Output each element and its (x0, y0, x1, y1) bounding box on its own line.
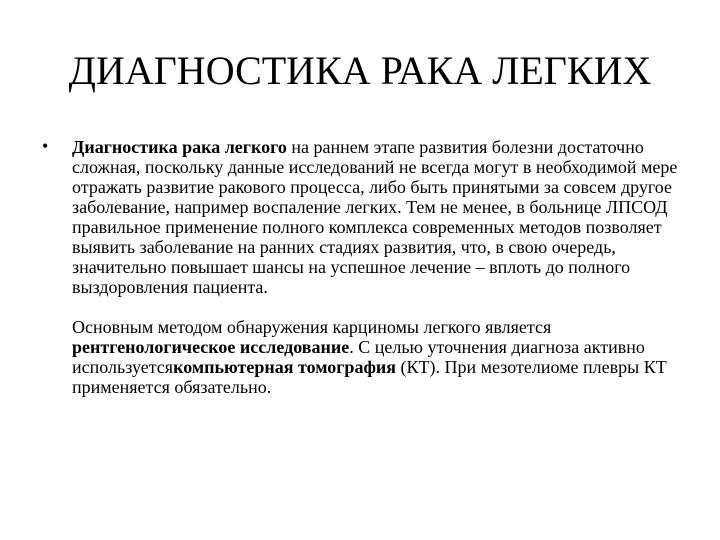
paragraph-1-bold-lead: Диагностика рака легкого (72, 137, 287, 157)
paragraph-2-part3: (КТ). При мезотелиоме плевры КТ применяется обязательно. (72, 357, 667, 397)
paragraph-1 (72, 137, 692, 297)
bullet-item (42, 136, 692, 297)
paragraph-2-bold1: рентгенологическое исследование (72, 337, 350, 357)
slide-title: ДИАГНОСТИКА РАКА ЛЕГКИХ (68, 48, 652, 93)
paragraph-1-text: на раннем этапе развития болезни достаточно сложная, поскольку данные исследований не всегда могут в необходимой мере отражать развитие ракового процесса, либо быть принятыми за совсем другое заболевание, например воспаление легких. Тем не менее, в больнице ЛПСОД правильное применение полного комплекса современных методов позволяет выявить заболевание на ранних стадиях развития, что, в свою очередь, значительно повышает шансы на успешное лечение – вплоть до полного выздоровления пациента. (72, 137, 678, 297)
paragraph-2-part1: Основным методом обнаружения карциномы легкого является (72, 317, 552, 337)
bullet-icon: • (42, 136, 49, 156)
slide-content (42, 136, 692, 397)
paragraph-2-part2: . С целью уточнения диагноза активно используется (72, 337, 645, 377)
paragraph-2-bold2: компьютерная томография (173, 357, 397, 377)
paragraph-2 (72, 317, 692, 397)
